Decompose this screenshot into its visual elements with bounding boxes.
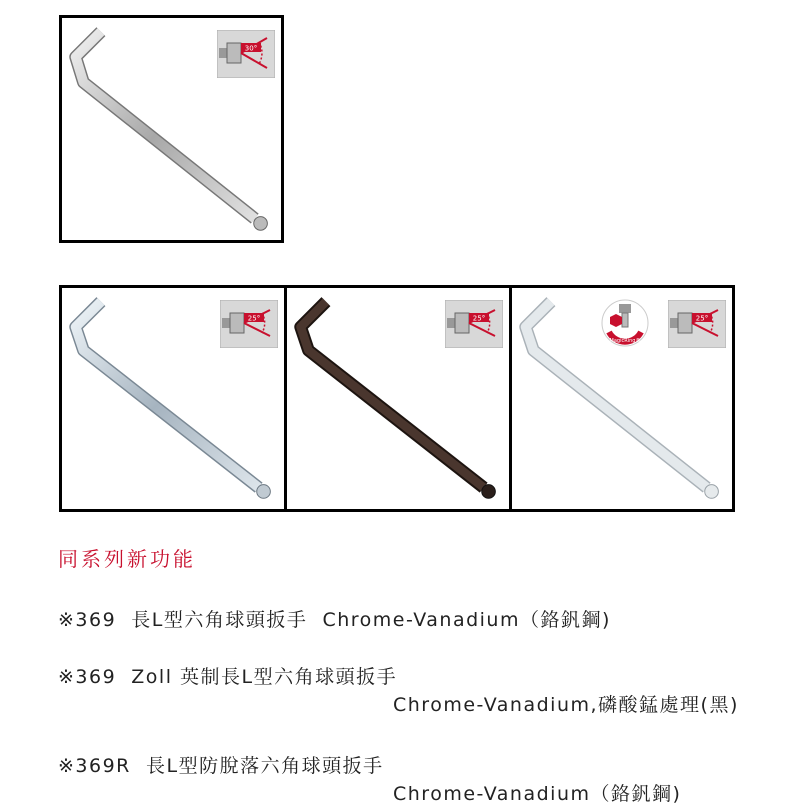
product-image-369r bbox=[509, 285, 735, 512]
list-item bbox=[58, 751, 384, 778]
angle-label: 25° bbox=[472, 314, 486, 323]
item-name: 長L型防脫落六角球頭扳手 bbox=[145, 755, 384, 777]
product-image-369-zoll-black bbox=[284, 285, 512, 512]
magic-ring-badge bbox=[600, 298, 650, 348]
angle-label: 30° bbox=[244, 44, 258, 53]
item-mark: ※369 bbox=[58, 666, 117, 688]
angle-badge bbox=[217, 30, 275, 78]
angle-badge bbox=[220, 300, 278, 348]
angle-badge bbox=[445, 300, 503, 348]
item-mark: ※369R bbox=[58, 755, 131, 777]
list-item bbox=[58, 662, 397, 689]
product-image-369 bbox=[59, 15, 284, 243]
item-material: Chrome-Vanadium,磷酸錳處理(黑) bbox=[393, 694, 739, 716]
item-material: Chrome-Vanadium（鉻釩鋼) bbox=[322, 609, 611, 631]
angle-label: 25° bbox=[695, 314, 709, 323]
angle-badge bbox=[668, 300, 726, 348]
item-mark: ※369 bbox=[58, 609, 117, 631]
item-material: Chrome-Vanadium（鉻釩鋼) bbox=[393, 783, 682, 805]
angle-label: 25° bbox=[247, 314, 261, 323]
magic-ring-label: MagicRing® bbox=[609, 338, 641, 344]
list-item bbox=[58, 605, 611, 632]
item-name: Zoll 英制長L型六角球頭扳手 bbox=[131, 666, 398, 688]
section-heading: 同系列新功能 bbox=[58, 547, 196, 571]
product-image-369-chrome bbox=[59, 285, 287, 512]
item-name: 長L型六角球頭扳手 bbox=[131, 609, 308, 631]
